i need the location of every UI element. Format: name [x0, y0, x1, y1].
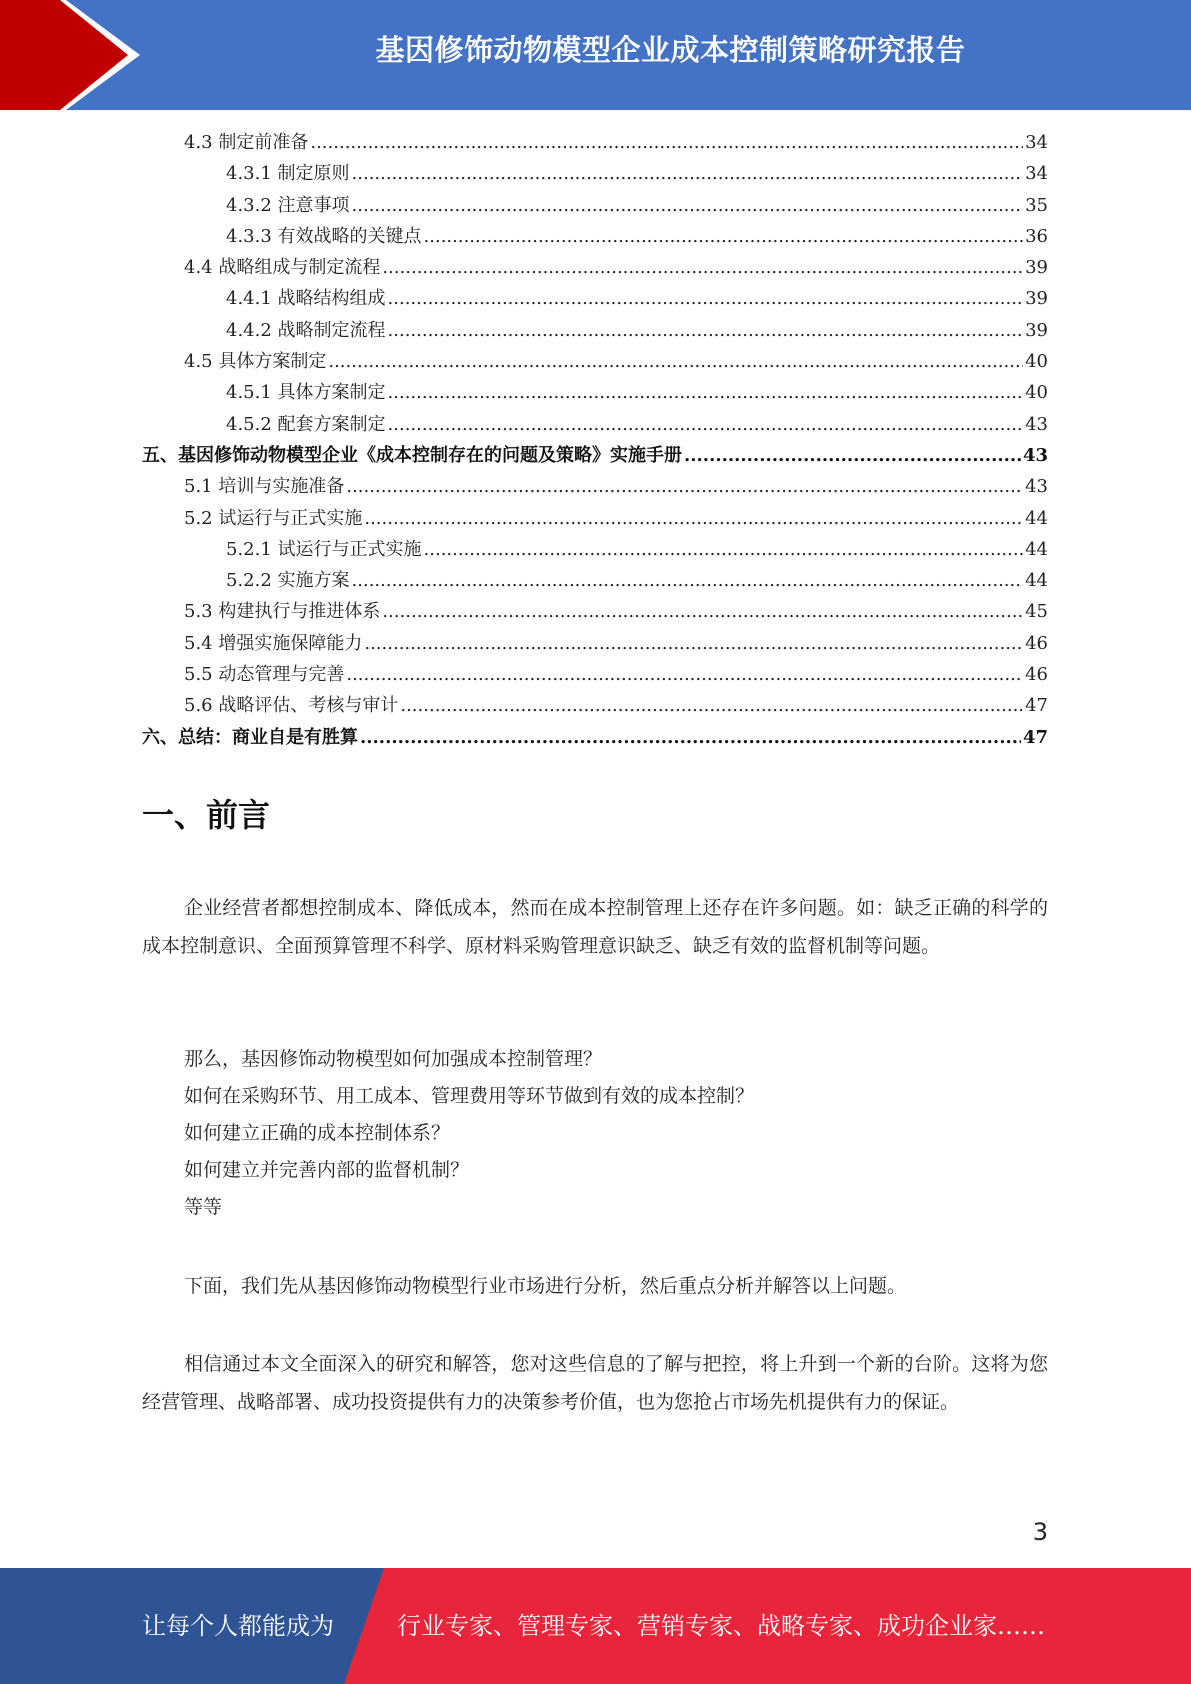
- toc-dot-leader: [382, 257, 1023, 278]
- toc-dot-leader: [346, 476, 1023, 497]
- toc-entry[interactable]: [142, 222, 1048, 253]
- toc-dot-leader: [360, 727, 1021, 748]
- toc-entry-page: 39: [1025, 319, 1048, 341]
- question-item: 等等: [184, 1196, 223, 1218]
- toc-entry[interactable]: [142, 378, 1048, 409]
- toc-entry-label: 5.3 构建执行与推进体系: [184, 601, 381, 623]
- toc-dot-leader: [388, 382, 1024, 403]
- question-list: [184, 1041, 1044, 1226]
- toc-entry[interactable]: [142, 504, 1048, 535]
- toc-dot-leader: [424, 539, 1024, 560]
- toc-entry[interactable]: [142, 316, 1048, 347]
- toc-entry[interactable]: [142, 347, 1048, 378]
- toc-dot-leader: [346, 664, 1023, 685]
- toc-entry[interactable]: [142, 660, 1048, 691]
- question-item: 那么，基因修饰动物模型如何加强成本控制管理？: [184, 1048, 603, 1070]
- toc-entry-label: 4.4.2 战略制定流程: [226, 319, 386, 341]
- toc-entry[interactable]: [142, 128, 1048, 159]
- toc-entry[interactable]: [142, 597, 1048, 628]
- toc-entry[interactable]: [142, 253, 1048, 284]
- toc-entry[interactable]: [142, 410, 1048, 441]
- toc-entry-label: 5.4 增强实施保障能力: [184, 632, 363, 654]
- toc-dot-leader: [310, 132, 1023, 153]
- toc-entry-page: 46: [1025, 632, 1048, 654]
- toc-entry[interactable]: [142, 159, 1048, 190]
- toc-dot-leader: [400, 695, 1023, 716]
- page-footer: [0, 1568, 1191, 1684]
- toc-entry-label: 5.2.2 实施方案: [226, 570, 350, 592]
- toc-entry-page: 43: [1022, 444, 1048, 466]
- toc-entry-label: 5.2 试运行与正式实施: [184, 507, 363, 529]
- toc-entry-label: 4.5 具体方案制定: [184, 351, 327, 373]
- toc-entry-page: 34: [1025, 132, 1048, 153]
- question-item: 如何在采购环节、用工成本、管理费用等环节做到有效的成本控制？: [184, 1085, 755, 1107]
- toc-entry-label: 4.4.1 战略结构组成: [226, 288, 386, 310]
- toc-entry-label: 5.5 动态管理与完善: [184, 664, 345, 686]
- section-heading: 一、前言: [142, 796, 271, 834]
- toc-entry-label: 4.5.1 具体方案制定: [226, 382, 386, 404]
- toc-entry-page: 44: [1025, 538, 1048, 560]
- toc-entry-label: 4.4 战略组成与制定流程: [184, 257, 381, 279]
- toc-entry-label: 4.3 制定前准备: [184, 132, 309, 153]
- report-title: 基因修饰动物模型企业成本控制策略研究报告: [375, 33, 966, 67]
- toc-entry-label: 5.6 战略评估、考核与审计: [184, 695, 399, 717]
- toc-entry-label: 4.3.1 制定原则: [226, 163, 350, 185]
- toc-entry-page: 46: [1025, 664, 1048, 686]
- toc-entry[interactable]: [142, 629, 1048, 660]
- toc-entry-page: 45: [1025, 601, 1048, 623]
- toc-entry-page: 40: [1025, 382, 1048, 404]
- toc-entry-page: 36: [1025, 225, 1048, 247]
- toc-entry-page: 43: [1025, 413, 1048, 435]
- toc-entry-label: 六、总结：商业自是有胜算: [142, 726, 358, 748]
- toc-entry-label: 4.3.2 注意事项: [226, 194, 350, 216]
- analysis-paragraph: 下面，我们先从基因修饰动物模型行业市场进行分析，然后重点分析并解答以上问题。: [184, 1275, 907, 1297]
- toc-entry-page: 39: [1025, 257, 1048, 279]
- page-number: 3: [1032, 1518, 1048, 1546]
- toc-entry-page: 40: [1025, 351, 1048, 373]
- toc-dot-leader: [382, 601, 1023, 622]
- toc-entry-page: 34: [1025, 163, 1048, 185]
- page-header: [0, 0, 1191, 110]
- toc-entry-page: 35: [1025, 194, 1048, 216]
- toc-entry-label: 5.1 培训与实施准备: [184, 476, 345, 498]
- toc-entry-page: 47: [1025, 695, 1048, 717]
- header-chevron-icon: [0, 0, 150, 110]
- toc-entry[interactable]: [142, 284, 1048, 315]
- toc-entry[interactable]: [142, 191, 1048, 222]
- toc-entry-page: 47: [1022, 726, 1048, 748]
- toc-entry-page: 44: [1025, 507, 1048, 529]
- toc-entry-page: 44: [1025, 570, 1048, 592]
- toc-dot-leader: [388, 320, 1024, 341]
- question-item: 如何建立并完善内部的监督机制？: [184, 1159, 470, 1181]
- toc-entry-label: 五、基因修饰动物模型企业《成本控制存在的问题及策略》实施手册: [142, 444, 682, 466]
- toc-dot-leader: [328, 351, 1023, 372]
- conclusion-paragraph: 相信通过本文全面深入的研究和解答，您对这些信息的了解与把控，将上升到一个新的台阶。这将为您经营管理、战略部署、成功投资提供有力的决策参考价值，也为您抢占市场先机提供有力的保证。: [142, 1353, 1048, 1413]
- intro-paragraph: 企业经营者都想控制成本、降低成本，然而在成本控制管理上还存在许多问题。如：缺乏正确的科学的成本控制意识、全面预算管理不科学、原材料采购管理意识缺乏、缺乏有效的监督机制等问题。: [142, 897, 1048, 957]
- toc-entry-page: 39: [1025, 288, 1048, 310]
- question-item: 如何建立正确的成本控制体系？: [184, 1122, 451, 1144]
- toc-entry-label: 5.2.1 试运行与正式实施: [226, 538, 422, 560]
- footer-slogan-right: 行业专家、管理专家、营销专家、战略专家、成功企业家……: [397, 1612, 1045, 1640]
- toc-entry[interactable]: [142, 566, 1048, 597]
- toc-dot-leader: [388, 288, 1024, 309]
- toc-dot-leader: [352, 570, 1024, 591]
- toc-entry[interactable]: [142, 691, 1048, 722]
- toc-dot-leader: [364, 633, 1023, 654]
- toc-entry-label: 4.3.3 有效战略的关键点: [226, 225, 422, 247]
- toc-dot-leader: [364, 508, 1023, 529]
- toc-dot-leader: [352, 163, 1024, 184]
- footer-slogan-left: 让每个人都能成为: [142, 1612, 334, 1640]
- toc-entry[interactable]: [142, 535, 1048, 566]
- toc-dot-leader: [388, 414, 1024, 435]
- toc-entry-page: 43: [1025, 476, 1048, 498]
- toc-dot-leader: [352, 195, 1024, 216]
- toc-entry[interactable]: [142, 441, 1048, 472]
- toc-entry[interactable]: [142, 472, 1048, 503]
- toc-dot-leader: [424, 226, 1024, 247]
- toc-dot-leader: [684, 445, 1021, 466]
- table-of-contents: [142, 128, 1048, 754]
- toc-entry[interactable]: [142, 723, 1048, 754]
- toc-entry-label: 4.5.2 配套方案制定: [226, 413, 386, 435]
